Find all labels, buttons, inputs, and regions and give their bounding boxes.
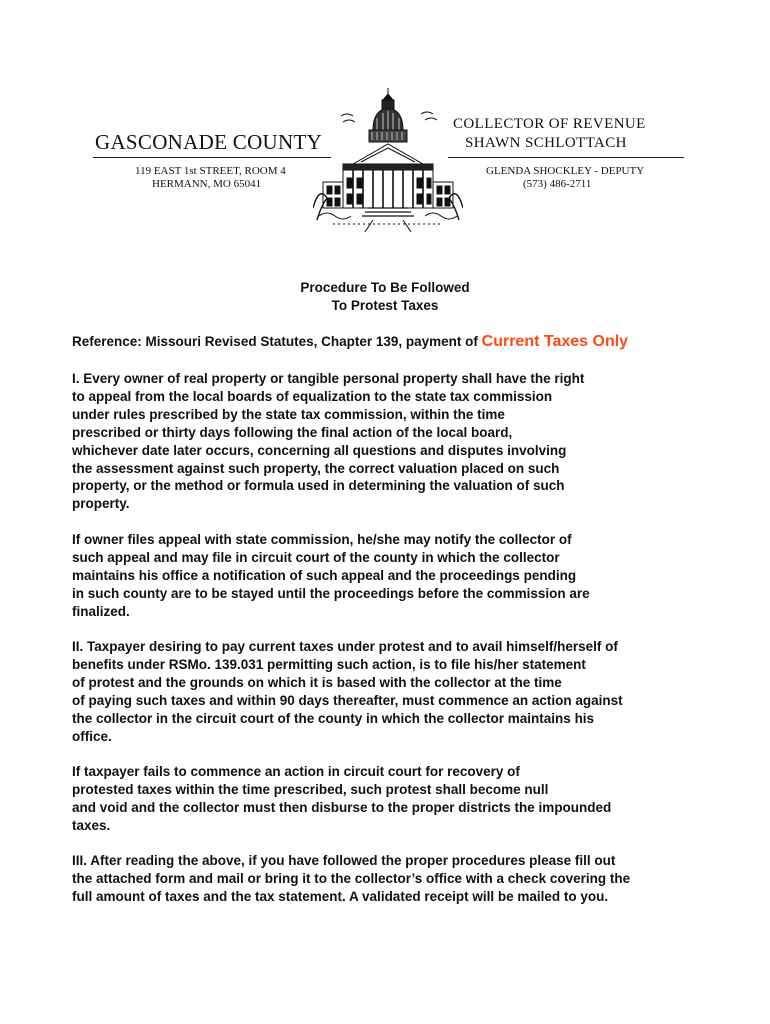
paragraph-line: maintains his office a notification of such appeal and the proceedings pending xyxy=(72,567,577,583)
address-line-1: 119 EAST 1st STREET, ROOM 4 xyxy=(135,165,286,177)
address-line-2: HERMANN, MO 65041 xyxy=(152,178,262,190)
paragraph-line: property. xyxy=(72,496,130,512)
paragraph-line: property, or the method or formula used in determining the valuation of such xyxy=(72,478,565,494)
paragraph-line: taxes. xyxy=(72,817,111,833)
paragraph-line: If taxpayer fails to commence an action in circuit court for recovery of xyxy=(72,764,520,779)
paragraph-appeal-notice xyxy=(72,531,590,621)
collector-name: SHAWN SCHLOTTACH xyxy=(465,135,627,151)
paragraph-section-2 xyxy=(72,638,623,745)
paragraph-line: full amount of taxes and the tax statement. A validated receipt will be mailed to you. xyxy=(72,888,609,904)
document-title xyxy=(0,279,770,315)
collector-title-block xyxy=(453,115,646,153)
paragraph-line: to appeal from the local boards of equalization to the state tax commission xyxy=(72,388,553,404)
paragraph-failure-notice xyxy=(72,763,611,835)
reference-line xyxy=(72,333,628,351)
paragraph-line: such appeal and may file in circuit court of the county in which the collector xyxy=(72,549,560,565)
paragraph-line: If owner files appeal with state commission, he/she may notify the collector of xyxy=(72,532,572,547)
title-line-1: Procedure To Be Followed xyxy=(300,280,470,295)
paragraph-line: III. After reading the above, if you have followed the proper procedures please fill out xyxy=(72,853,616,868)
reference-text: Reference: Missouri Revised Statutes, Chapter 139, payment of xyxy=(72,334,482,349)
paragraph-line: of protest and the grounds on which it is based with the collector at the time xyxy=(72,674,562,690)
county-name: GASCONADE COUNTY xyxy=(95,130,323,154)
paragraph-line: prescribed or thirty days following the final action of the local board, xyxy=(72,424,513,440)
office-address xyxy=(135,165,286,191)
paragraph-line: of paying such taxes and within 90 days thereafter, must commence an action against xyxy=(72,692,623,708)
contact-info xyxy=(486,165,644,191)
title-line-2: To Protest Taxes xyxy=(331,298,439,313)
office-title: COLLECTOR OF REVENUE xyxy=(453,116,646,132)
paragraph-line: under rules prescribed by the state tax commission, within the time xyxy=(72,406,505,422)
paragraph-line: benefits under RSMo. 139.031 permitting such action, is to file his/her statement xyxy=(72,656,586,672)
phone-number: (573) 486-2711 xyxy=(523,178,592,190)
paragraph-line: whichever date later occurs, concerning all questions and disputes involving xyxy=(72,442,567,458)
paragraph-line: the collector in the circuit court of the county in which the collector maintains his xyxy=(72,710,595,726)
paragraph-section-3 xyxy=(72,852,630,906)
paragraph-section-1 xyxy=(72,370,584,513)
paragraph-line: protested taxes within the time prescribed, such protest shall become null xyxy=(72,781,549,797)
paragraph-line: II. Taxpayer desiring to pay current taxes under protest and to avail himself/herself of xyxy=(72,639,618,654)
paragraph-line: the assessment against such property, the correct valuation placed on such xyxy=(72,460,560,476)
paragraph-line: office. xyxy=(72,728,112,744)
paragraph-line: I. Every owner of real property or tangible personal property shall have the right xyxy=(72,371,585,386)
reference-highlight: Current Taxes Only xyxy=(481,333,629,350)
paragraph-line: finalized. xyxy=(72,603,130,619)
courthouse-seal-icon xyxy=(313,86,463,232)
left-divider xyxy=(93,157,331,158)
paragraph-line: and void and the collector must then disburse to the proper districts the impounded xyxy=(72,799,612,815)
paragraph-line: in such county are to be stayed until the proceedings before the commission are xyxy=(72,585,590,601)
right-divider xyxy=(448,157,684,158)
paragraph-line: the attached form and mail or bring it to the collector’s office with a check covering the xyxy=(72,870,631,886)
deputy-name: GLENDA SHOCKLEY - DEPUTY xyxy=(486,165,645,177)
